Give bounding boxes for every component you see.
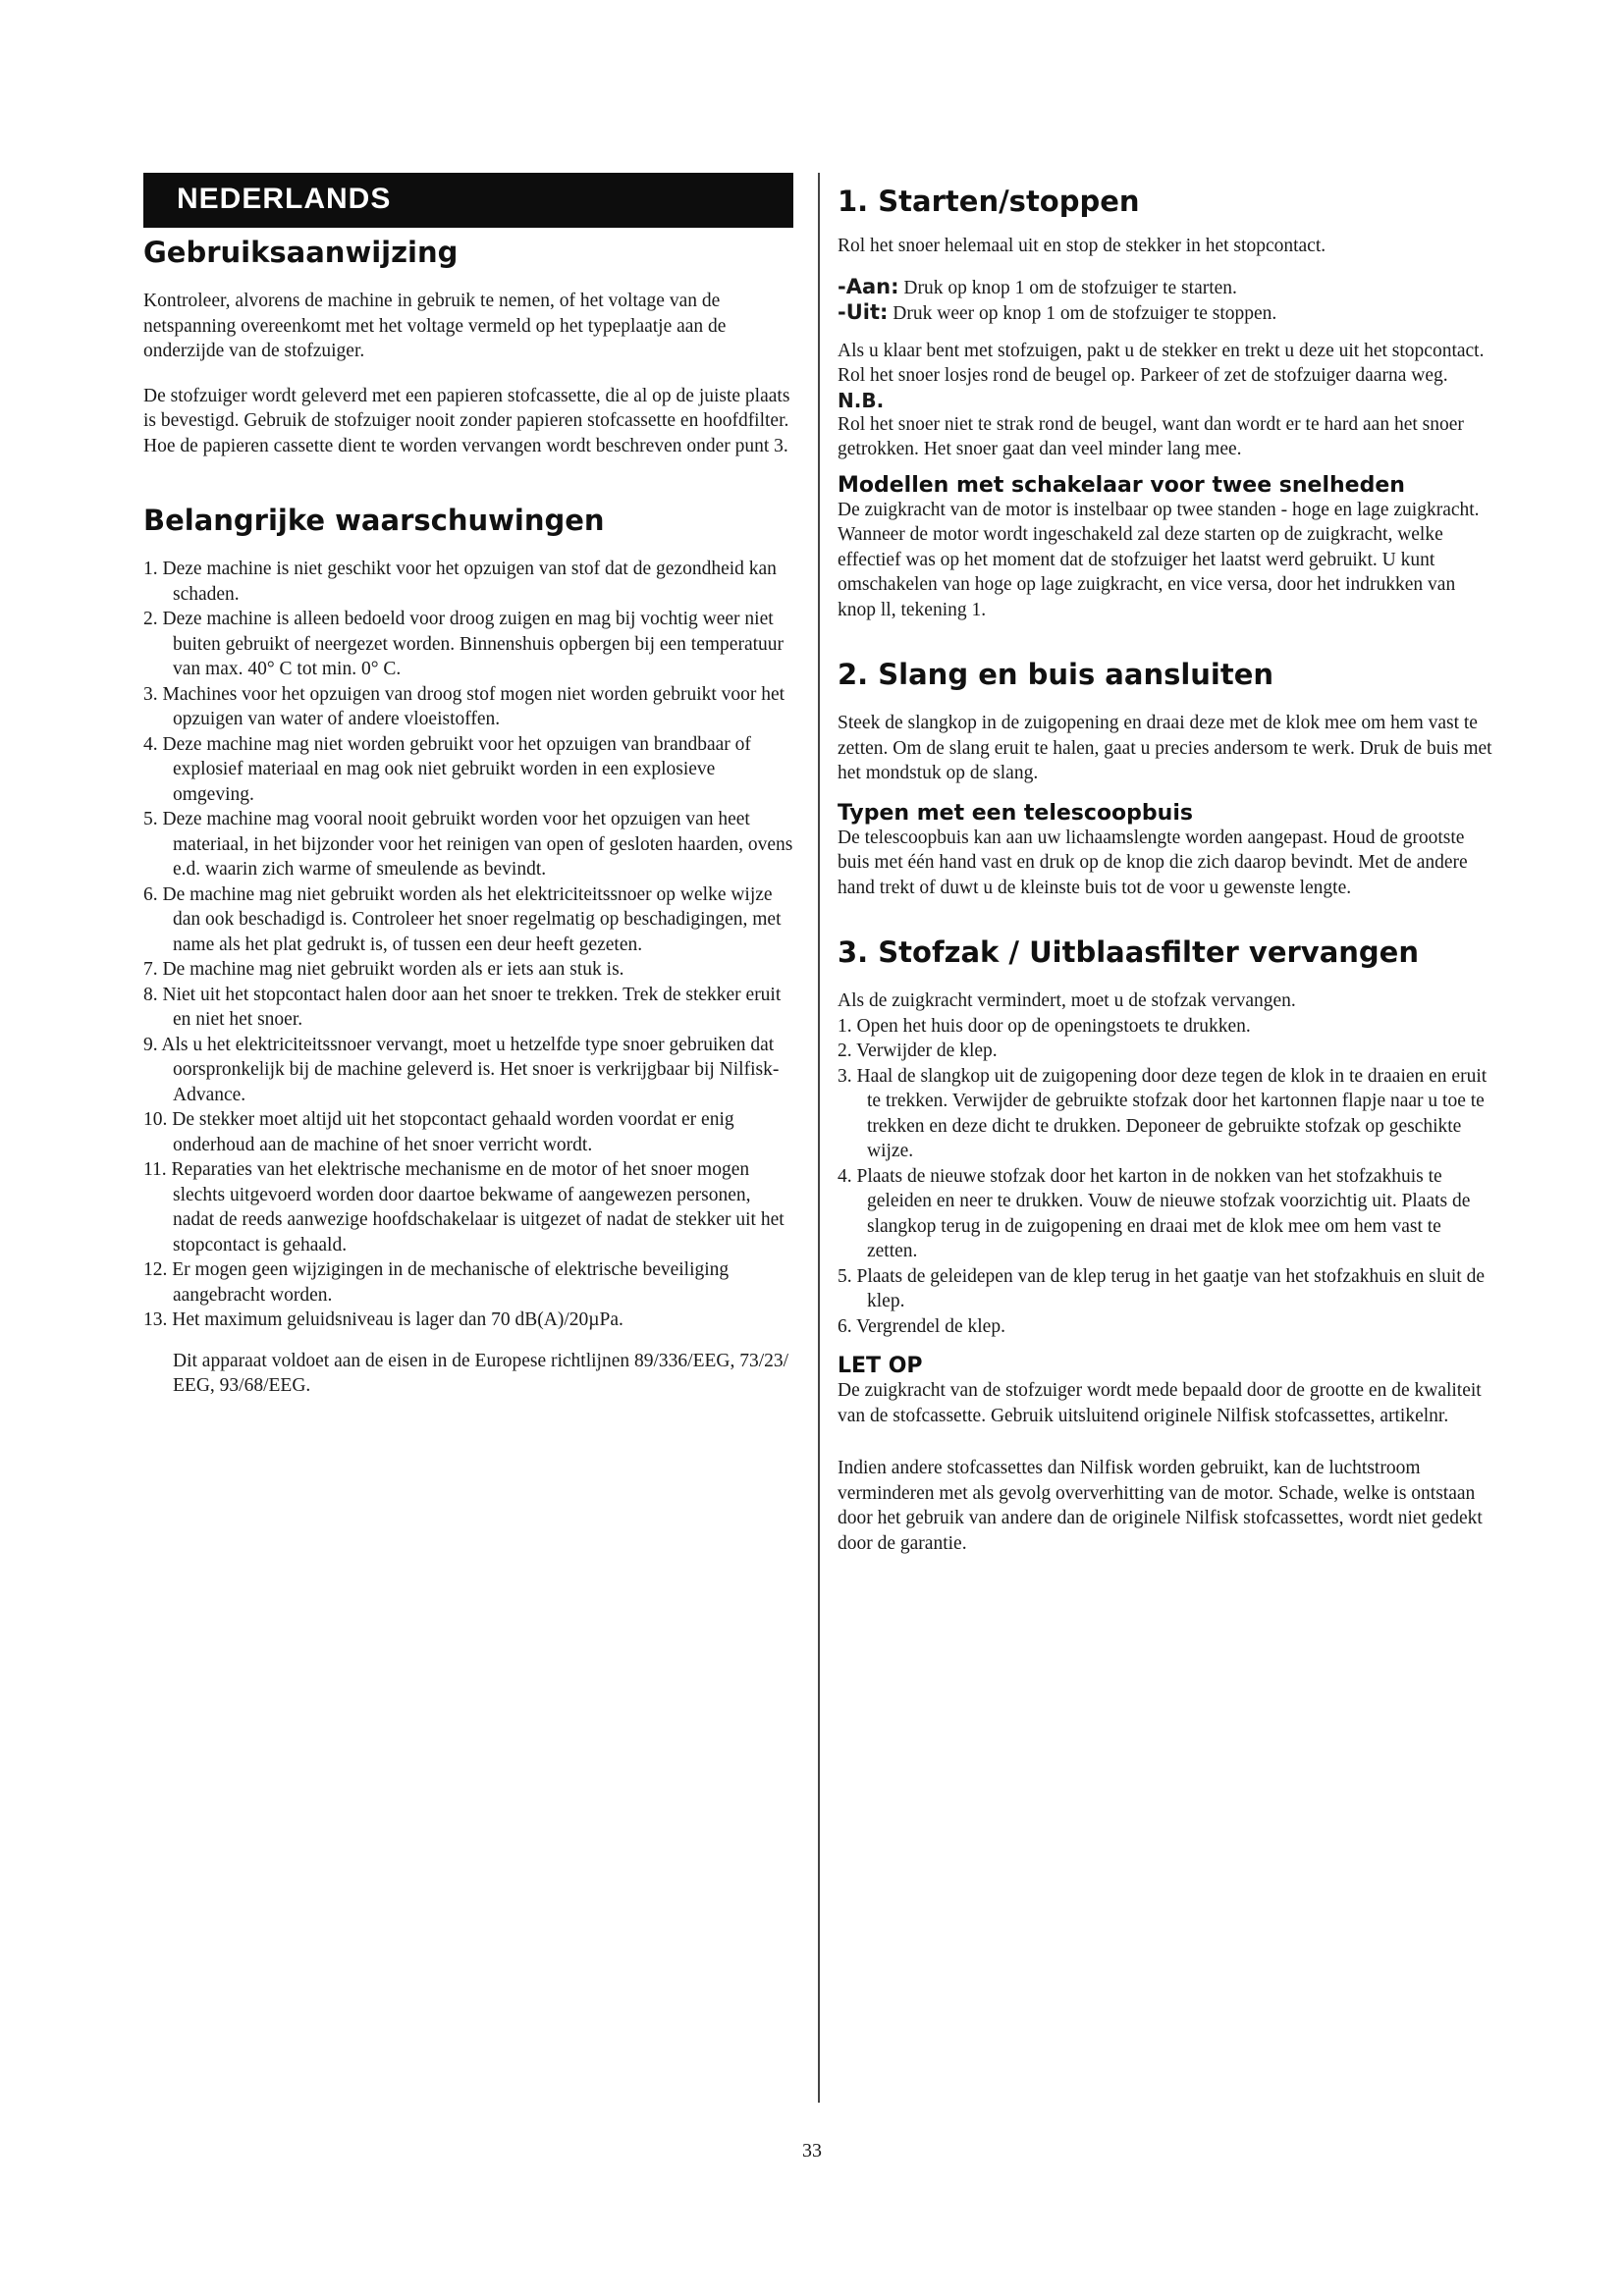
nb-text: Rol het snoer niet te strak rond de beugel, want dan wordt er te hard aan het snoer getrokken. Het snoer gaat dan veel minder lang mee. — [838, 413, 1464, 459]
warnings-heading: Belangrijke waarschuwingen — [143, 504, 605, 537]
warning-item: 10. De stekker moet altijd uit het stopcontact gehaald worden voordat er enig onderhoud aan de machine of het snoer verricht wordt. — [143, 1109, 734, 1155]
intro-paragraph-voltage: Kontroleer, alvorens de machine in gebruik te nemen, of het voltage van de netspanning overeenkomt met het voltage vermeld op het typeplaatje aan de onderzijde van de stofzuiger. — [143, 291, 727, 361]
warning-item: 5. Deze machine mag vooral nooit gebruikt worden voor het opzuigen van heet materiaal, in het bijzonder voor het reinigen van open of gesloten haarden, ovens e.d. waarin zich warme of smeulende as bevindt. — [143, 809, 793, 880]
off-instruction — [838, 300, 1495, 327]
step-item: 4. Plaats de nieuwe stofzak door het karton in de nokken van het stofzakhuis te geleiden en neer te drukken. Vouw de nieuwe stofzak voorzichtig uit. Plaats de slangkop terug in de zuigopening en draai met de klok mee om hem vast te zetten. — [838, 1165, 1471, 1261]
off-label: -Uit: — [838, 300, 889, 324]
left-column — [143, 173, 793, 1399]
two-speed-heading: Modellen met schakelaar voor twee snelheden — [838, 472, 1405, 498]
right-column — [838, 173, 1495, 1556]
dustbag-intro: Als de zuigkracht vermindert, moet u de stofzak vervangen. — [838, 990, 1296, 1011]
warning-item: 9. Als u het elektriciteitssnoer vervangt, moet u hetzelfde type snoer gebruiken dat oorspronkelijk bij de machine geleverd is. Het snoer is verkrijgbaar bij Nilfisk-Advance. — [143, 1034, 780, 1105]
dustbag-steps — [838, 1014, 1495, 1340]
intro-paragraph-stofcassette: De stofzuiger wordt geleverd met een papieren stofcassette, die al op de juiste plaats is bevestigd. Gebruik de stofzuiger nooit zonder papieren stofcassette en hoofdfilter. Hoe de papieren cassette dient te worden vervangen wordt beschreven onder punt 3. — [143, 385, 790, 456]
section-3-heading: 3. Stofzak / Uitblaasfilter vervangen — [838, 935, 1419, 969]
section-1-heading: 1. Starten/stoppen — [838, 185, 1140, 218]
warning-item: 11. Reparaties van het elektrische mechanisme en de motor of het snoer mogen slechts uitgevoerd worden door daartoe bekwame of aangewezen personen, nadat de reeds aanwezige hoofdschakelaar is uitgezet of nadat de stekker uit het stopcontact is gehaald. — [143, 1159, 785, 1255]
warning-item: 1. Deze machine is niet geschikt voor het opzuigen van stof dat de gezondheid kan schaden. — [143, 559, 777, 605]
unplug-text: Als u klaar bent met stofzuigen, pakt u de stekker en trekt u deze uit het stopcontact. — [838, 340, 1485, 361]
store-text: Rol het snoer losjes rond de beugel op. Parkeer of zet de stofzuiger daarna weg. — [838, 365, 1448, 386]
let-op-text: De zuigkracht van de stofzuiger wordt mede bepaald door de grootte en de kwaliteit van de stofcassette. Gebruik uitsluitend originele Nilfisk stofcassettes, artikelnr. — [838, 1380, 1482, 1426]
step-item: 3. Haal de slangkop uit de zuigopening door deze tegen de klok in te draaien en eruit te trekken. Verwijder de gebruikte stofzak door het kartonnen flapje naar u toe te trekken en deze dicht te drukken. Deponeer de gebruikte stofzak op geschikte wijze. — [838, 1065, 1488, 1161]
on-instruction — [838, 275, 1495, 301]
warning-item: 6. De machine mag niet gebruikt worden als het elektriciteitssnoer op welke wijze dan ook beschadigd is. Controleer het snoer regelmatig op beschadigingen, met name als het plat gedrukt is, of tussen een deur heeft gezeten. — [143, 883, 782, 955]
warning-item: 2. Deze machine is alleen bedoeld voor droog zuigen en mag bij vochtig weer niet buiten gebruikt of neergezet worden. Binnenshuis opbergen bij een temperatuur van max. 40° C tot min. 0° C. — [143, 609, 785, 679]
nb-label: N.B. — [838, 388, 885, 412]
warnings-list — [143, 557, 793, 1333]
telescope-text: De telescoopbuis kan aan uw lichaamslengte worden aangepast. Houd de grootste buis met één hand vast en druk op de knop die zich daarop bevindt. Met de andere hand trekt of duwt u de kleinste buis tot de voor u gewenste lengte. — [838, 827, 1468, 898]
two-speed-text: De zuigkracht van de motor is instelbaar op twee standen - hoge en lage zuigkracht. Wanneer de motor wordt ingeschakeld zal deze starten op de zuigkracht, welke effectief was op het moment dat de stofzuiger het laatst werd gebruikt. U kunt omschakelen van hoge op lage zuigkracht, en vice versa, door het indrukken van knop ll, tekening 1. — [838, 499, 1480, 620]
warning-item: 4. Deze machine mag niet worden gebruikt voor het opzuigen van brandbaar of explosief materiaal en mag ook niet gebruikt worden in een explosieve omgeving. — [143, 733, 751, 805]
warranty-text: Indien andere stofcassettes dan Nilfisk worden gebruikt, kan de luchtstroom verminderen met als gevolg oververhitting van de motor. Schade, welke is ontstaan door het gebruik van andere dan de originele Nilfisk stofcassettes, wordt niet gedekt door de garantie. — [838, 1458, 1483, 1554]
warning-item: 3. Machines voor het opzuigen van droog stof mogen niet worden gebruikt voor het opzuigen van water of andere vloeistoffen. — [143, 683, 785, 729]
on-text: Druk op knop 1 om de stofzuiger te starten. — [903, 277, 1237, 298]
section-2-heading: 2. Slang en buis aansluiten — [838, 658, 1274, 691]
column-divider — [818, 173, 820, 2103]
warning-item: 12. Er mogen geen wijzigingen in de mechanische of elektrische beveiliging aangebracht worden. — [143, 1259, 730, 1306]
language-banner: NEDERLANDS — [143, 173, 793, 228]
step-item: 2. Verwijder de klep. — [838, 1041, 998, 1061]
on-label: -Aan: — [838, 274, 899, 298]
step-item: 1. Open het huis door op de openingstoets te drukken. — [838, 1015, 1251, 1037]
warning-item: 7. De machine mag niet gebruikt worden als er iets aan stuk is. — [143, 959, 624, 980]
hose-connect-text: Steek de slangkop in de zuigopening en draai deze met de klok mee om hem vast te zetten. Om de slang eruit te halen, gaat u precies andersom te werk. Druk de buis met het mondstuk op de slang. — [838, 713, 1492, 783]
off-text: Druk weer op knop 1 om de stofzuiger te stoppen. — [893, 303, 1277, 324]
step-item: 6. Vergrendel de klep. — [838, 1315, 1005, 1337]
cord-unroll-text: Rol het snoer helemaal uit en stop de stekker in het stopcontact. — [838, 236, 1326, 256]
warning-item: 13. Het maximum geluidsniveau is lager dan 70 dB(A)/20µPa. — [143, 1309, 623, 1330]
step-item: 5. Plaats de geleidepen van de klep terug in het gaatje van het stofzakhuis en sluit de klep. — [838, 1265, 1486, 1311]
warning-item: 8. Niet uit het stopcontact halen door aan het snoer te trekken. Trek de stekker eruit en niet het snoer. — [143, 984, 782, 1030]
let-op-heading: LET OP — [838, 1354, 923, 1378]
telescope-heading: Typen met een telescoopbuis — [838, 800, 1193, 826]
manual-title: Gebruiksaanwijzing — [143, 236, 459, 269]
page-number: 33 — [802, 2140, 822, 2162]
compliance-note: Dit apparaat voldoet aan de eisen in de Europese richtlijnen 89/336/EEG, 73/23/ EEG, 93/68/EEG. — [173, 1350, 789, 1396]
